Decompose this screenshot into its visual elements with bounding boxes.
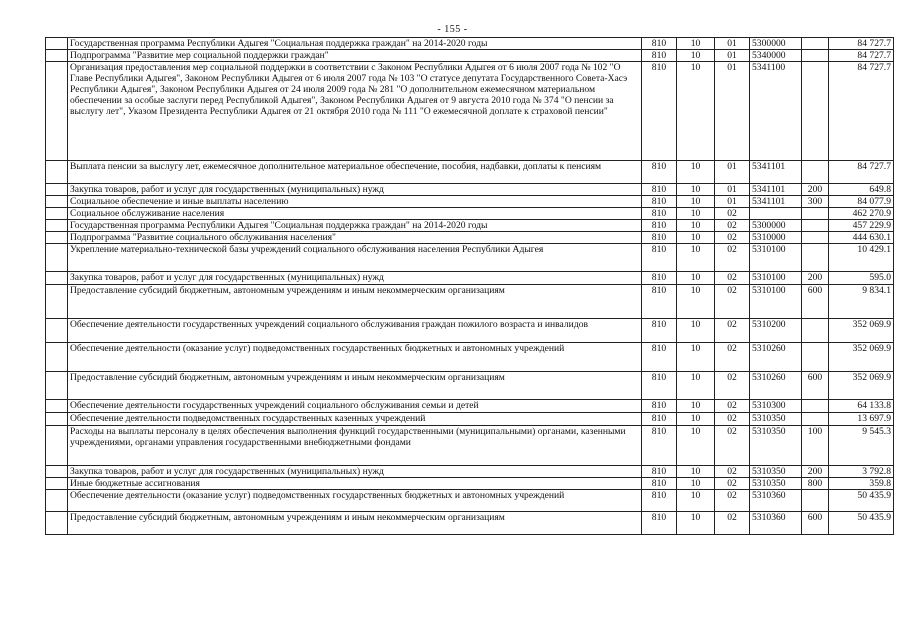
row-program: 01 bbox=[715, 161, 750, 184]
row-section: 810 bbox=[642, 196, 677, 208]
row-program: 02 bbox=[715, 426, 750, 466]
row-amount: 84 727.7 bbox=[829, 50, 894, 62]
row-section: 810 bbox=[642, 343, 677, 372]
row-name: Социальное обеспечение и иные выплаты населению bbox=[68, 196, 642, 208]
row-name: Обеспечение деятельности подведомственных государственных казенных учреждений bbox=[68, 413, 642, 426]
row-name: Социальное обслуживание населения bbox=[68, 208, 642, 220]
row-subsection: 10 bbox=[677, 478, 715, 490]
row-section: 810 bbox=[642, 161, 677, 184]
row-target-code: 5310300 bbox=[750, 400, 802, 413]
row-subsection: 10 bbox=[677, 244, 715, 272]
row-expense-type: 200 bbox=[802, 466, 829, 478]
row-expense-type bbox=[802, 343, 829, 372]
budget-table bbox=[45, 37, 894, 535]
table-row bbox=[46, 413, 894, 426]
row-expense-type bbox=[802, 161, 829, 184]
row-stub-cell bbox=[46, 244, 68, 272]
row-section: 810 bbox=[642, 220, 677, 232]
row-amount: 84 077.9 bbox=[829, 196, 894, 208]
row-subsection: 10 bbox=[677, 196, 715, 208]
row-section: 810 bbox=[642, 426, 677, 466]
row-program: 02 bbox=[715, 319, 750, 343]
row-expense-type bbox=[802, 244, 829, 272]
row-stub-cell bbox=[46, 319, 68, 343]
row-program: 02 bbox=[715, 413, 750, 426]
row-expense-type bbox=[802, 319, 829, 343]
row-section: 810 bbox=[642, 62, 677, 161]
row-name: Организация предоставления мер социальной поддержки в соответствии с Законом Республики Адыгея от 6 июля 2007 года № 102 "О Главе Республики Адыгея", Законом Республики Адыгея от 6 июля 2007 года № 103 "О статусе депутата Государственного Совета-Хасэ Республики Адыгея", Законом Республики Адыгея от 24 июля 2009 года № 281 "О дополнительном ежемесячном материальном обеспечении за особые заслуги перед Республикой Адыгея", Законом Республики Адыгея от 9 августа 2010 года № 374 "О пенсии за выслугу лет", Указом Президента Республики Адыгея от 21 октября 2010 года № 111 "О ежемесячной доплате к страховой пенсии" bbox=[68, 62, 642, 161]
row-subsection: 10 bbox=[677, 426, 715, 466]
row-section: 810 bbox=[642, 413, 677, 426]
row-program: 02 bbox=[715, 272, 750, 285]
row-amount: 84 727.7 bbox=[829, 38, 894, 50]
row-target-code: 5310100 bbox=[750, 244, 802, 272]
table-row bbox=[46, 490, 894, 512]
row-subsection: 10 bbox=[677, 38, 715, 50]
row-amount: 9 834.1 bbox=[829, 285, 894, 319]
row-program: 01 bbox=[715, 62, 750, 161]
row-name: Расходы на выплаты персоналу в целях обеспечения выполнения функций государственными (муниципальными) органами, казенными учреждениями, органами управления государственными внебюджетными фондами bbox=[68, 426, 642, 466]
row-target-code: 5310360 bbox=[750, 512, 802, 535]
row-expense-type bbox=[802, 232, 829, 244]
row-section: 810 bbox=[642, 272, 677, 285]
row-target-code: 5310260 bbox=[750, 343, 802, 372]
row-target-code: 5341100 bbox=[750, 62, 802, 161]
row-subsection: 10 bbox=[677, 232, 715, 244]
row-name: Государственная программа Республики Адыгея "Социальная поддержка граждан" на 2014-2020 годы bbox=[68, 38, 642, 50]
row-section: 810 bbox=[642, 372, 677, 400]
row-subsection: 10 bbox=[677, 285, 715, 319]
row-stub-cell bbox=[46, 478, 68, 490]
row-expense-type: 600 bbox=[802, 372, 829, 400]
row-program: 01 bbox=[715, 38, 750, 50]
row-expense-type: 200 bbox=[802, 272, 829, 285]
row-subsection: 10 bbox=[677, 272, 715, 285]
table-row bbox=[46, 161, 894, 184]
table-row bbox=[46, 285, 894, 319]
row-expense-type: 800 bbox=[802, 478, 829, 490]
row-target-code: 5310350 bbox=[750, 466, 802, 478]
row-target-code: 5310100 bbox=[750, 272, 802, 285]
row-expense-type bbox=[802, 62, 829, 161]
row-amount: 649.8 bbox=[829, 184, 894, 196]
row-subsection: 10 bbox=[677, 466, 715, 478]
row-amount: 352 069.9 bbox=[829, 319, 894, 343]
row-stub-cell bbox=[46, 272, 68, 285]
row-subsection: 10 bbox=[677, 50, 715, 62]
row-name: Выплата пенсии за выслугу лет, ежемесячное дополнительное материальное обеспечение, пособия, надбавки, доплаты к пенсиям bbox=[68, 161, 642, 184]
row-expense-type: 100 bbox=[802, 426, 829, 466]
row-stub-cell bbox=[46, 285, 68, 319]
row-name: Предоставление субсидий бюджетным, автономным учреждениям и иным некоммерческим организациям bbox=[68, 512, 642, 535]
row-section: 810 bbox=[642, 478, 677, 490]
row-subsection: 10 bbox=[677, 490, 715, 512]
row-section: 810 bbox=[642, 512, 677, 535]
row-program: 02 bbox=[715, 372, 750, 400]
row-amount: 13 697.9 bbox=[829, 413, 894, 426]
row-section: 810 bbox=[642, 400, 677, 413]
row-expense-type bbox=[802, 208, 829, 220]
row-subsection: 10 bbox=[677, 372, 715, 400]
row-program: 01 bbox=[715, 196, 750, 208]
table-row bbox=[46, 478, 894, 490]
row-amount: 352 069.9 bbox=[829, 372, 894, 400]
row-amount: 444 630.1 bbox=[829, 232, 894, 244]
row-target-code: 5310360 bbox=[750, 490, 802, 512]
table-row bbox=[46, 319, 894, 343]
row-program: 02 bbox=[715, 478, 750, 490]
row-target-code: 5310260 bbox=[750, 372, 802, 400]
row-name: Обеспечение деятельности государственных учреждений социального обслуживания семьи и детей bbox=[68, 400, 642, 413]
row-program: 02 bbox=[715, 512, 750, 535]
row-subsection: 10 bbox=[677, 184, 715, 196]
row-name: Государственная программа Республики Адыгея "Социальная поддержка граждан" на 2014-2020 годы bbox=[68, 220, 642, 232]
row-stub-cell bbox=[46, 184, 68, 196]
row-expense-type bbox=[802, 220, 829, 232]
row-target-code: 5310350 bbox=[750, 478, 802, 490]
table-row bbox=[46, 38, 894, 50]
row-subsection: 10 bbox=[677, 413, 715, 426]
row-target-code: 5310000 bbox=[750, 232, 802, 244]
row-target-code: 5310350 bbox=[750, 413, 802, 426]
row-target-code: 5341101 bbox=[750, 184, 802, 196]
table-row bbox=[46, 512, 894, 535]
row-name: Подпрограмма "Развитие мер социальной поддержки граждан" bbox=[68, 50, 642, 62]
row-program: 02 bbox=[715, 343, 750, 372]
row-subsection: 10 bbox=[677, 220, 715, 232]
row-name: Предоставление субсидий бюджетным, автономным учреждениям и иным некоммерческим организациям bbox=[68, 285, 642, 319]
row-section: 810 bbox=[642, 285, 677, 319]
row-name: Обеспечение деятельности (оказание услуг) подведомственных государственных бюджетных и автономных учреждений bbox=[68, 490, 642, 512]
table-row bbox=[46, 62, 894, 161]
row-stub-cell bbox=[46, 372, 68, 400]
row-name: Иные бюджетные ассигнования bbox=[68, 478, 642, 490]
table-row bbox=[46, 343, 894, 372]
row-expense-type bbox=[802, 413, 829, 426]
row-target-code: 5310100 bbox=[750, 285, 802, 319]
row-section: 810 bbox=[642, 50, 677, 62]
table-row bbox=[46, 400, 894, 413]
row-subsection: 10 bbox=[677, 208, 715, 220]
row-subsection: 10 bbox=[677, 512, 715, 535]
row-program: 02 bbox=[715, 285, 750, 319]
row-subsection: 10 bbox=[677, 161, 715, 184]
row-name: Укрепление материально-технической базы учреждений социального обслуживания населения Республики Адыгея bbox=[68, 244, 642, 272]
row-subsection: 10 bbox=[677, 343, 715, 372]
row-expense-type bbox=[802, 50, 829, 62]
row-name: Обеспечение деятельности государственных учреждений социального обслуживания граждан пожилого возраста и инвалидов bbox=[68, 319, 642, 343]
row-target-code bbox=[750, 208, 802, 220]
table-row bbox=[46, 426, 894, 466]
row-subsection: 10 bbox=[677, 62, 715, 161]
row-name: Подпрограмма "Развитие социального обслуживания населения" bbox=[68, 232, 642, 244]
row-program: 02 bbox=[715, 490, 750, 512]
row-subsection: 10 bbox=[677, 400, 715, 413]
row-stub-cell bbox=[46, 161, 68, 184]
row-amount: 352 069.9 bbox=[829, 343, 894, 372]
row-amount: 9 545.3 bbox=[829, 426, 894, 466]
row-stub-cell bbox=[46, 426, 68, 466]
row-stub-cell bbox=[46, 343, 68, 372]
row-name: Закупка товаров, работ и услуг для государственных (муниципальных) нужд bbox=[68, 184, 642, 196]
row-target-code: 5310200 bbox=[750, 319, 802, 343]
row-target-code: 5340000 bbox=[750, 50, 802, 62]
row-amount: 462 270.9 bbox=[829, 208, 894, 220]
row-stub-cell bbox=[46, 400, 68, 413]
row-expense-type: 600 bbox=[802, 512, 829, 535]
table-row bbox=[46, 272, 894, 285]
row-name: Обеспечение деятельности (оказание услуг) подведомственных государственных бюджетных и автономных учреждений bbox=[68, 343, 642, 372]
row-section: 810 bbox=[642, 466, 677, 478]
row-stub-cell bbox=[46, 220, 68, 232]
row-section: 810 bbox=[642, 319, 677, 343]
row-expense-type: 200 bbox=[802, 184, 829, 196]
row-stub-cell bbox=[46, 208, 68, 220]
table-row bbox=[46, 372, 894, 400]
row-amount: 3 792.8 bbox=[829, 466, 894, 478]
table-row bbox=[46, 220, 894, 232]
row-subsection: 10 bbox=[677, 319, 715, 343]
row-stub-cell bbox=[46, 413, 68, 426]
page-number: - 155 - bbox=[437, 24, 468, 35]
row-target-code: 5310350 bbox=[750, 426, 802, 466]
table-row bbox=[46, 466, 894, 478]
row-expense-type: 600 bbox=[802, 285, 829, 319]
row-section: 810 bbox=[642, 490, 677, 512]
row-amount: 84 727.7 bbox=[829, 161, 894, 184]
row-stub-cell bbox=[46, 490, 68, 512]
row-program: 01 bbox=[715, 50, 750, 62]
row-target-code: 5300000 bbox=[750, 38, 802, 50]
row-amount: 595.0 bbox=[829, 272, 894, 285]
row-program: 02 bbox=[715, 244, 750, 272]
row-name: Закупка товаров, работ и услуг для государственных (муниципальных) нужд bbox=[68, 272, 642, 285]
row-stub-cell bbox=[46, 50, 68, 62]
row-expense-type bbox=[802, 400, 829, 413]
row-expense-type bbox=[802, 38, 829, 50]
row-section: 810 bbox=[642, 208, 677, 220]
row-stub-cell bbox=[46, 196, 68, 208]
table-row bbox=[46, 208, 894, 220]
row-amount: 10 429.1 bbox=[829, 244, 894, 272]
row-amount: 50 435.9 bbox=[829, 490, 894, 512]
row-program: 02 bbox=[715, 232, 750, 244]
row-program: 02 bbox=[715, 400, 750, 413]
row-stub-cell bbox=[46, 232, 68, 244]
row-amount: 84 727.7 bbox=[829, 62, 894, 161]
table-row bbox=[46, 184, 894, 196]
row-expense-type: 300 bbox=[802, 196, 829, 208]
row-program: 02 bbox=[715, 220, 750, 232]
table-row bbox=[46, 232, 894, 244]
row-amount: 359.8 bbox=[829, 478, 894, 490]
row-expense-type bbox=[802, 490, 829, 512]
row-stub-cell bbox=[46, 512, 68, 535]
row-amount: 64 133.8 bbox=[829, 400, 894, 413]
row-section: 810 bbox=[642, 38, 677, 50]
row-target-code: 5300000 bbox=[750, 220, 802, 232]
budget-table-body bbox=[46, 38, 894, 535]
table-row bbox=[46, 50, 894, 62]
row-amount: 457 229.9 bbox=[829, 220, 894, 232]
row-name: Закупка товаров, работ и услуг для государственных (муниципальных) нужд bbox=[68, 466, 642, 478]
row-section: 810 bbox=[642, 184, 677, 196]
row-section: 810 bbox=[642, 232, 677, 244]
row-stub-cell bbox=[46, 62, 68, 161]
row-amount: 50 435.9 bbox=[829, 512, 894, 535]
row-stub-cell bbox=[46, 38, 68, 50]
row-target-code: 5341101 bbox=[750, 196, 802, 208]
table-row bbox=[46, 196, 894, 208]
row-program: 01 bbox=[715, 184, 750, 196]
row-target-code: 5341101 bbox=[750, 161, 802, 184]
row-program: 02 bbox=[715, 466, 750, 478]
row-section: 810 bbox=[642, 244, 677, 272]
row-name: Предоставление субсидий бюджетным, автономным учреждениям и иным некоммерческим организациям bbox=[68, 372, 642, 400]
row-stub-cell bbox=[46, 466, 68, 478]
table-row bbox=[46, 244, 894, 272]
row-program: 02 bbox=[715, 208, 750, 220]
